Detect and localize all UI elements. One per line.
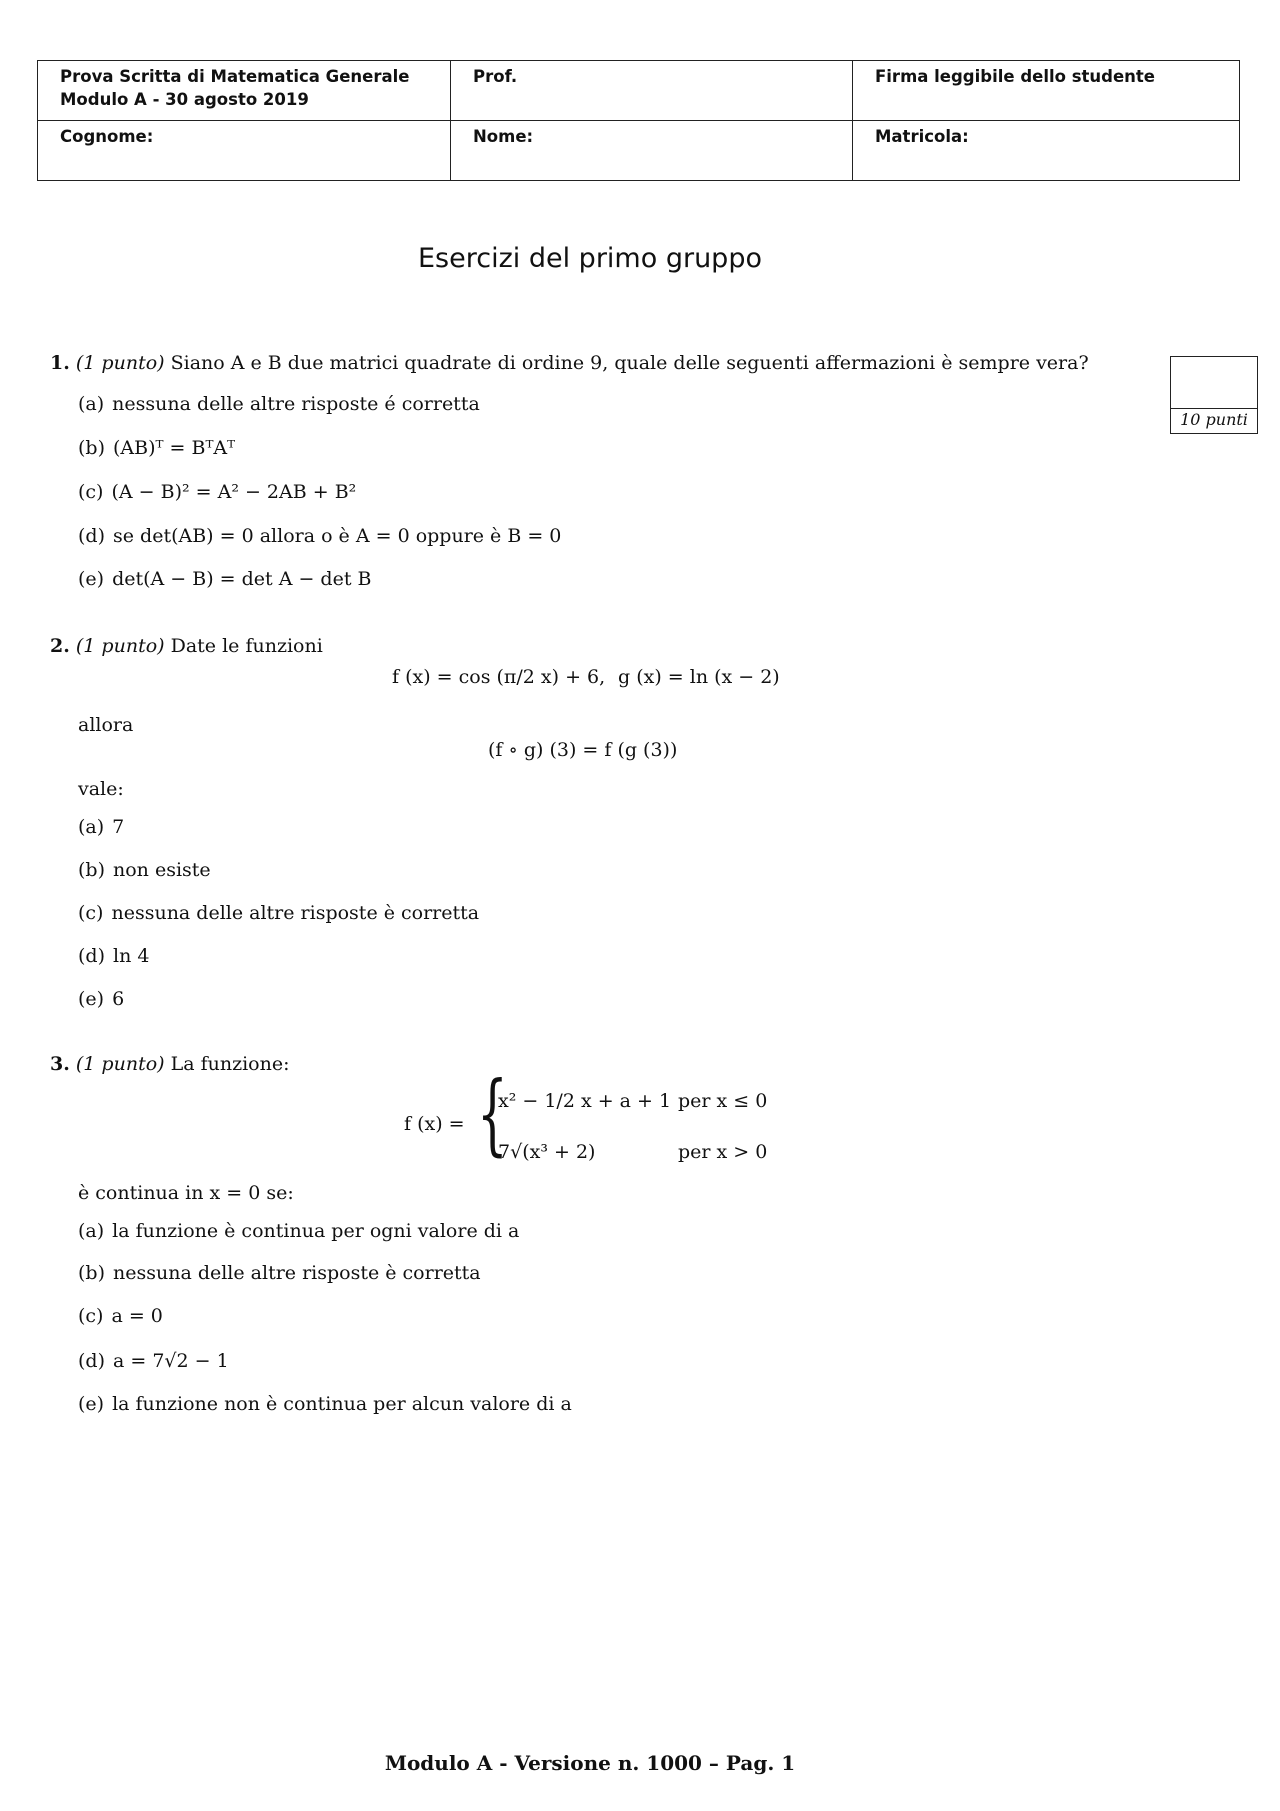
- q3-option-a[interactable]: [78, 1219, 519, 1243]
- option-label: (d): [78, 1350, 105, 1372]
- q1-option-c[interactable]: [78, 480, 356, 504]
- option-text: a = 7√2 − 1: [113, 1350, 229, 1372]
- exam-title-line1: Prova Scritta di Matematica Generale: [60, 67, 410, 86]
- points-box[interactable]: [1170, 356, 1258, 434]
- option-text: la funzione è continua per ogni valore di a: [112, 1220, 520, 1242]
- left-brace-icon: {: [477, 1062, 508, 1165]
- q1-option-b[interactable]: [78, 436, 235, 460]
- option-text: non esiste: [113, 859, 211, 881]
- option-text: a = 0: [111, 1305, 163, 1327]
- formula-g-text: g (x) = ln (x − 2): [618, 666, 780, 688]
- q3-option-d[interactable]: [78, 1349, 229, 1373]
- prof-cell[interactable]: [451, 61, 853, 121]
- q2-option-a[interactable]: [78, 815, 124, 839]
- q3-option-c[interactable]: [78, 1304, 163, 1328]
- matricola-label: Matricola:: [875, 127, 969, 146]
- question-1: [50, 351, 1130, 375]
- question-text: Date le funzioni: [170, 635, 323, 657]
- q3-piecewise-lhs: f (x) =: [404, 1113, 465, 1135]
- matricola-cell[interactable]: [853, 121, 1240, 181]
- question-number: 3.: [50, 1053, 70, 1075]
- option-label: (a): [78, 393, 105, 415]
- question-3: [50, 1052, 1130, 1076]
- question-points: (1 punto): [75, 352, 165, 374]
- option-text: 6: [112, 988, 125, 1010]
- prof-label: Prof.: [473, 67, 518, 86]
- q2-option-d[interactable]: [78, 944, 149, 968]
- option-label: (d): [78, 945, 105, 967]
- surname-cell[interactable]: [38, 121, 451, 181]
- page-footer: Modulo A - Versione n. 1000 – Pag. 1: [384, 1751, 796, 1775]
- q3-option-b[interactable]: [78, 1261, 481, 1285]
- surname-label: Cognome:: [60, 127, 154, 146]
- question-text: La funzione:: [170, 1053, 290, 1075]
- q3-case2-expr: 7√(x³ + 2): [498, 1141, 596, 1163]
- question-points: (1 punto): [75, 1053, 165, 1075]
- q2-formula-f: [392, 665, 605, 689]
- option-text: 7: [112, 816, 125, 838]
- formula-f-text: f (x) = cos (π/2 x) + 6,: [392, 666, 606, 688]
- option-label: (b): [78, 1262, 105, 1284]
- header-table: [37, 60, 1240, 181]
- option-label: (a): [78, 816, 105, 838]
- signature-label: Firma leggibile dello studente: [875, 67, 1155, 86]
- points-box-label: 10 punti: [1180, 410, 1248, 429]
- name-label: Nome:: [473, 127, 534, 146]
- q2-option-b[interactable]: [78, 858, 211, 882]
- option-text: se det(AB) = 0 allora o è A = 0 oppure è B = 0: [113, 525, 562, 547]
- option-label: (d): [78, 525, 105, 547]
- q2-option-c[interactable]: [78, 901, 479, 925]
- option-text: nessuna delle altre risposte è corretta: [113, 1262, 481, 1284]
- option-text: la funzione non è continua per alcun valore di a: [112, 1393, 572, 1415]
- question-number: 1.: [50, 352, 70, 374]
- q2-formula-g: [618, 665, 780, 689]
- q1-option-e[interactable]: [78, 567, 371, 591]
- question-text: Siano A e B due matrici quadrate di ordine 9, quale delle seguenti affermazioni è sempre vera?: [170, 352, 1089, 374]
- option-label: (c): [78, 1305, 104, 1327]
- name-cell[interactable]: [451, 121, 853, 181]
- q1-option-a[interactable]: [78, 392, 480, 416]
- q3-continuity: è continua in x = 0 se:: [78, 1182, 294, 1204]
- option-text: (AB)ᵀ = BᵀAᵀ: [113, 437, 236, 459]
- option-text: ln 4: [113, 945, 150, 967]
- option-text: det(A − B) = det A − det B: [112, 568, 372, 590]
- option-label: (e): [78, 568, 105, 590]
- option-label: (b): [78, 859, 105, 881]
- q3-case1-cond: per x ≤ 0: [678, 1090, 768, 1112]
- signature-cell[interactable]: [853, 61, 1240, 121]
- option-text: nessuna delle altre risposte è corretta: [111, 902, 480, 924]
- q2-then: allora: [78, 714, 134, 736]
- q3-case1-expr: x² − 1/2 x + a + 1: [498, 1090, 672, 1112]
- question-points: (1 punto): [75, 635, 165, 657]
- option-label: (e): [78, 1393, 105, 1415]
- exam-title-cell: [38, 61, 451, 121]
- q2-option-e[interactable]: [78, 987, 124, 1011]
- option-label: (c): [78, 902, 104, 924]
- q1-option-d[interactable]: [78, 524, 561, 548]
- option-text: (A − B)² = A² − 2AB + B²: [111, 481, 357, 503]
- option-label: (c): [78, 481, 104, 503]
- option-label: (e): [78, 988, 105, 1010]
- option-label: (a): [78, 1220, 105, 1242]
- exam-title-line2: Modulo A - 30 agosto 2019: [60, 90, 309, 109]
- q3-option-e[interactable]: [78, 1392, 572, 1416]
- q2-value-label: vale:: [78, 778, 124, 800]
- q2-composition: (f ∘ g) (3) = f (g (3)): [488, 739, 678, 761]
- option-text: nessuna delle altre risposte é corretta: [112, 393, 480, 415]
- question-number: 2.: [50, 635, 70, 657]
- question-2: [50, 634, 1130, 658]
- section-title: Esercizi del primo gruppo: [418, 243, 762, 274]
- option-label: (b): [78, 437, 105, 459]
- q3-case2-cond: per x > 0: [678, 1141, 768, 1163]
